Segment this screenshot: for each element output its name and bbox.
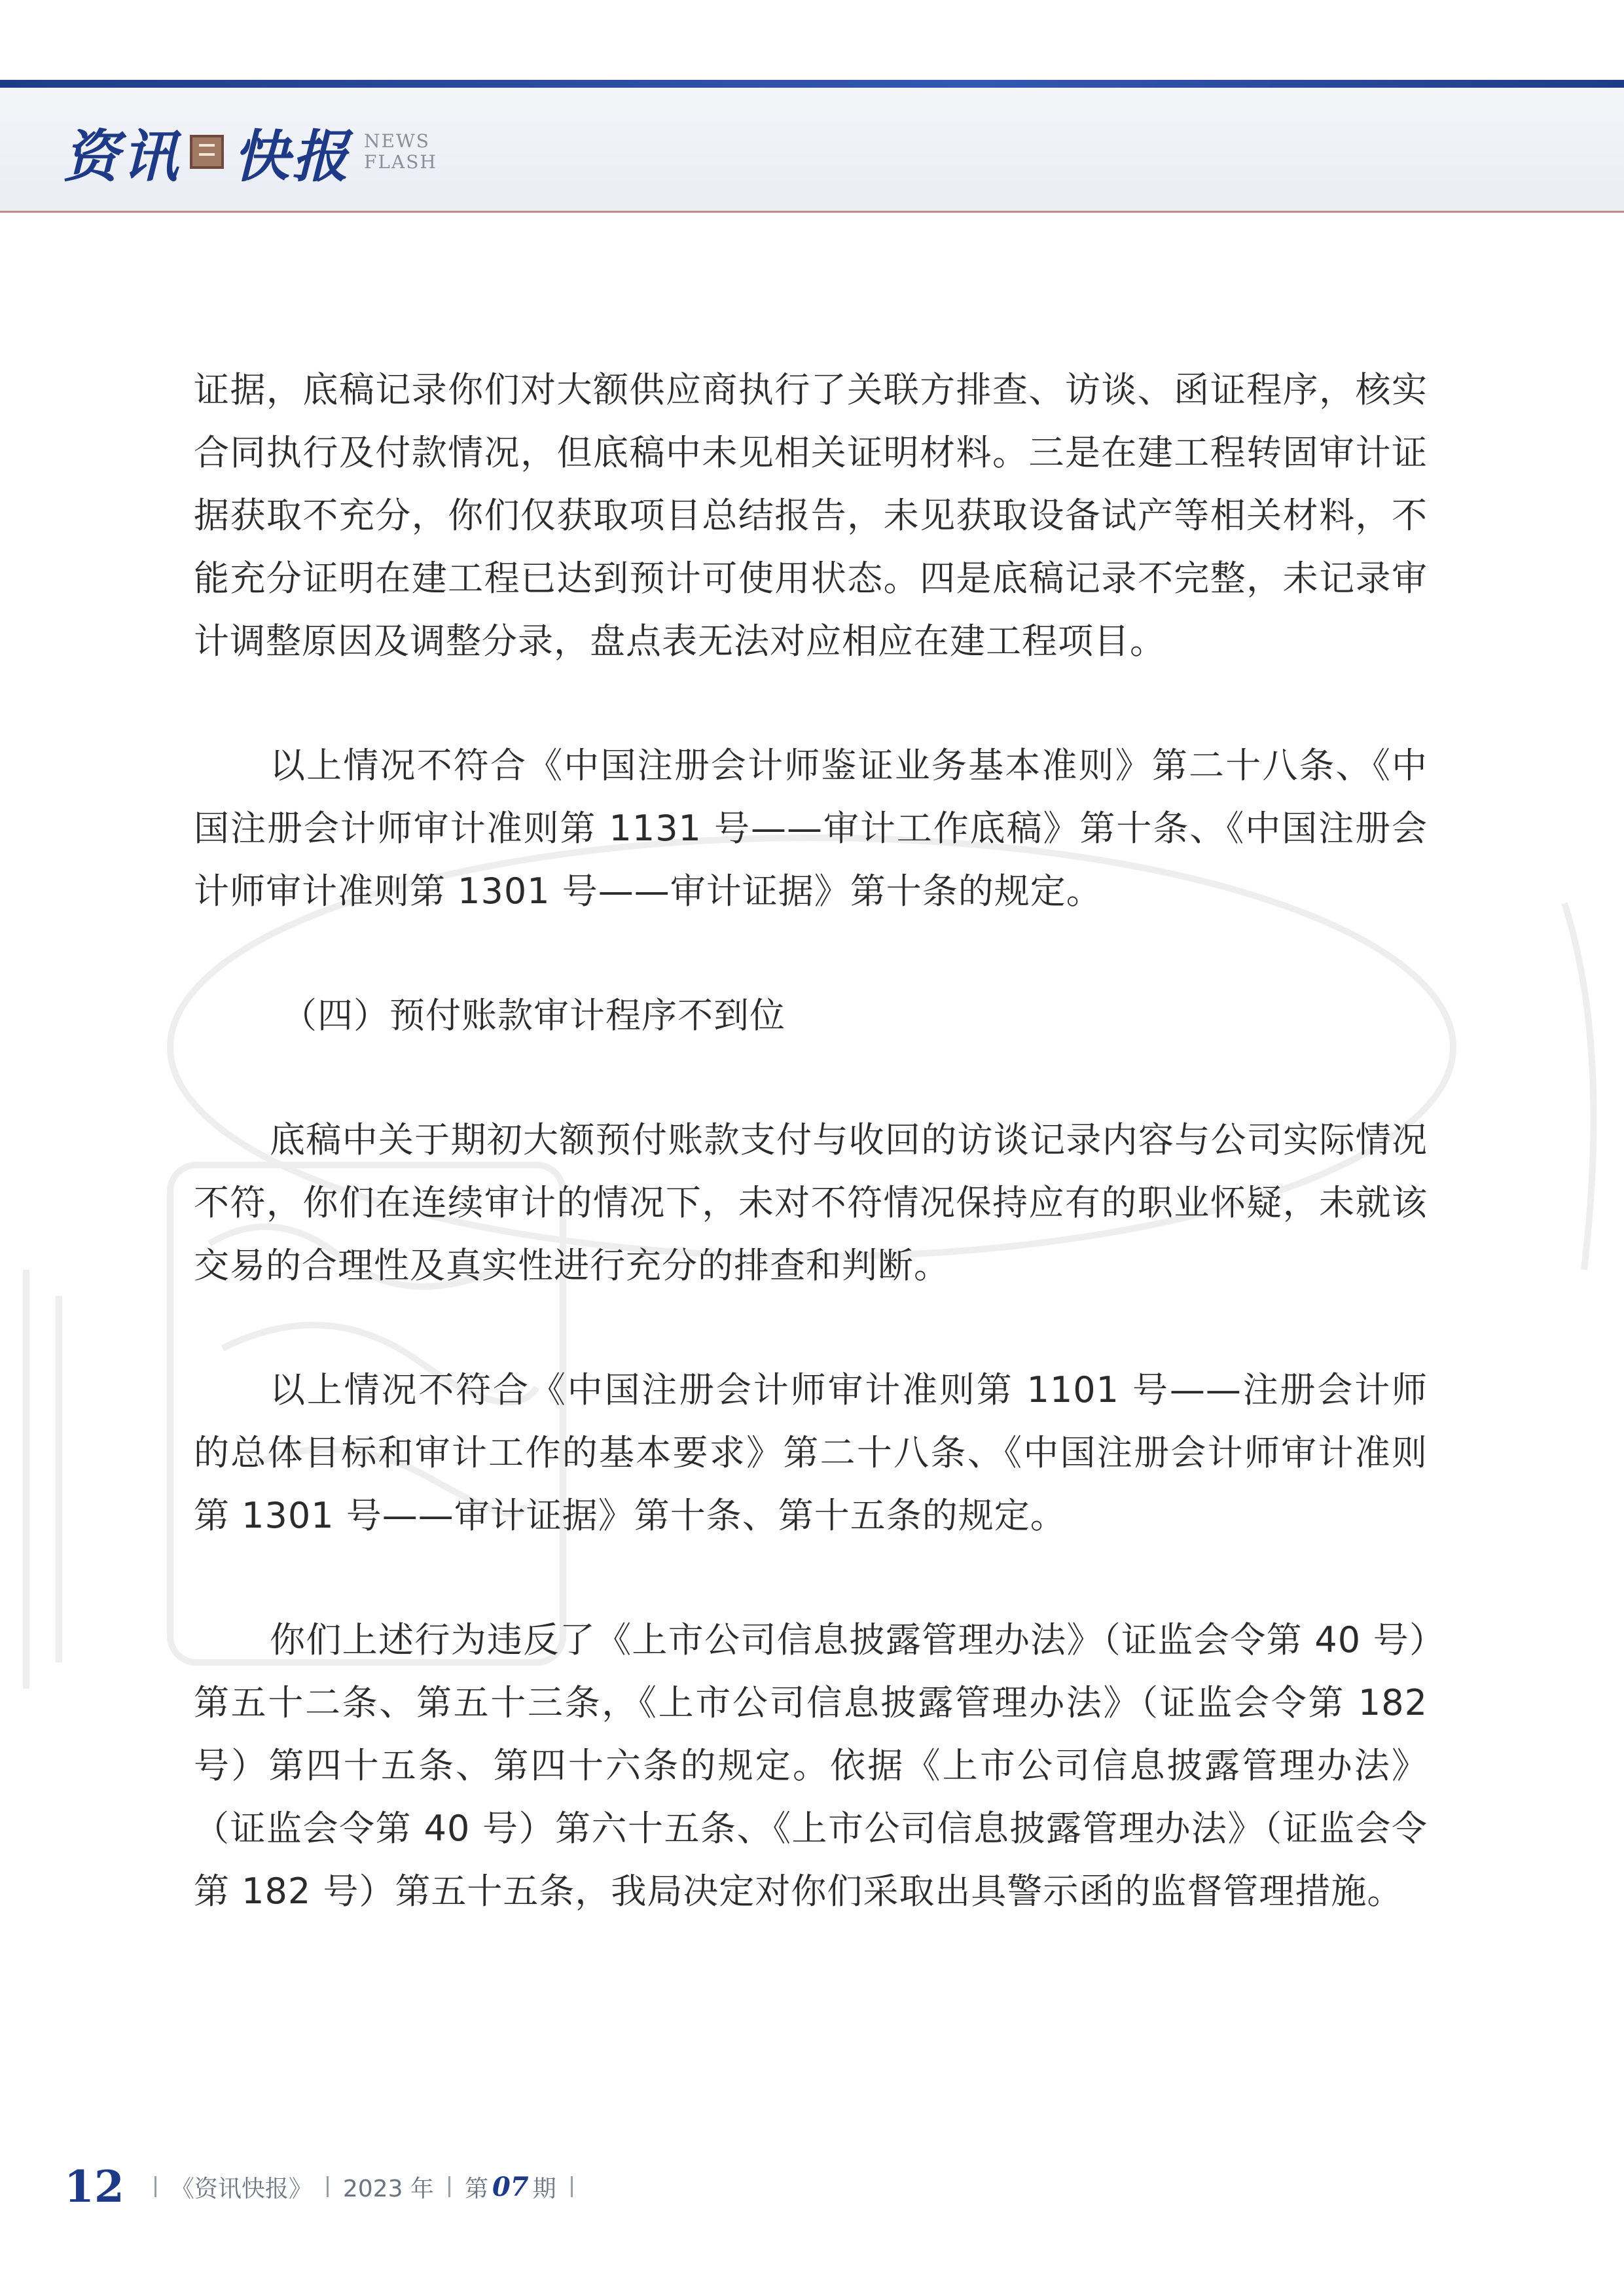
masthead-subtitle-line2: FLASH bbox=[364, 151, 437, 173]
footer-separator bbox=[571, 2176, 573, 2197]
footer-separator bbox=[154, 2176, 156, 2197]
header-bottom-rule bbox=[0, 211, 1624, 213]
section-heading-4: （四）预付账款审计程序不到位 bbox=[281, 995, 785, 1036]
masthead-title-right: 快报 bbox=[233, 124, 351, 190]
masthead-subtitle bbox=[364, 131, 437, 173]
paragraph-standards-2: 以上情况不符合《中国注册会计师审计准则第 1101 号——注册会计师的总体目标和审计工作的基本要求》第二十八条、《中国注册会计师审计准则第 1301 号——审计证据》第十条、第十五条的规定。 bbox=[194, 1369, 1428, 1536]
footer-issue-prefix: 第 bbox=[464, 2175, 488, 2202]
footer-separator bbox=[327, 2176, 329, 2197]
paragraph-gap bbox=[194, 1297, 1428, 1359]
header-top-rule bbox=[0, 80, 1624, 88]
paragraph-gap bbox=[194, 673, 1428, 734]
seal-icon bbox=[190, 135, 224, 169]
article-body bbox=[194, 359, 1428, 1923]
footer-issue-number: 07 bbox=[492, 2171, 529, 2202]
footer-separator bbox=[448, 2176, 450, 2197]
paragraph-gap bbox=[194, 1547, 1428, 1609]
page-footer bbox=[64, 2157, 587, 2216]
footer-publication: 《资讯快报》 bbox=[170, 2175, 312, 2202]
page-number: 12 bbox=[64, 2161, 124, 2212]
masthead bbox=[63, 113, 437, 191]
paragraph-evidence: 证据，底稿记录你们对大额供应商执行了关联方排查、访谈、函证程序，核实合同执行及付款情况，但底稿中未见相关证明材料。三是在建工程转固审计证据获取不充分，你们仅获取项目总结报告，未见获取设备试产等相关材料，不能充分证明在建工程已达到预计可使用状态。四是底稿记录不完整，未记录审计调整原因及调整分录，盘点表无法对应相应在建工程项目。 bbox=[194, 369, 1428, 662]
paragraph-gap bbox=[194, 1047, 1428, 1109]
masthead-title-left: 资讯 bbox=[63, 124, 181, 190]
masthead-subtitle-line1: NEWS bbox=[364, 130, 430, 152]
paragraph-decision: 你们上述行为违反了《上市公司信息披露管理办法》（证监会令第 40 号）第五十二条、第五十三条，《上市公司信息披露管理办法》（证监会令第 182 号）第四十五条、第四十六条的规定。依据《上市公司信息披露管理办法》（证监会令第 40 号）第六十五条、《上市公司信息披露管理办法》（证监会令第 182 号）第五十五条，我局决定对你们采取出具警示函的监督管理措施。 bbox=[194, 1619, 1428, 1912]
paragraph-standards-1: 以上情况不符合《中国注册会计师鉴证业务基本准则》第二十八条、《中国注册会计师审计准则第 1131 号——审计工作底稿》第十条、《中国注册会计师审计准则第 1301 号——审计证据》第十条的规定。 bbox=[194, 745, 1428, 912]
paragraph-prepayment: 底稿中关于期初大额预付账款支付与收回的访谈记录内容与公司实际情况不符，你们在连续审计的情况下，未对不符情况保持应有的职业怀疑，未就该交易的合理性及真实性进行充分的排查和判断。 bbox=[194, 1119, 1428, 1286]
footer-issue-suffix: 期 bbox=[532, 2175, 556, 2202]
paragraph-gap bbox=[194, 923, 1428, 984]
footer-year: 2023 年 bbox=[342, 2175, 434, 2202]
